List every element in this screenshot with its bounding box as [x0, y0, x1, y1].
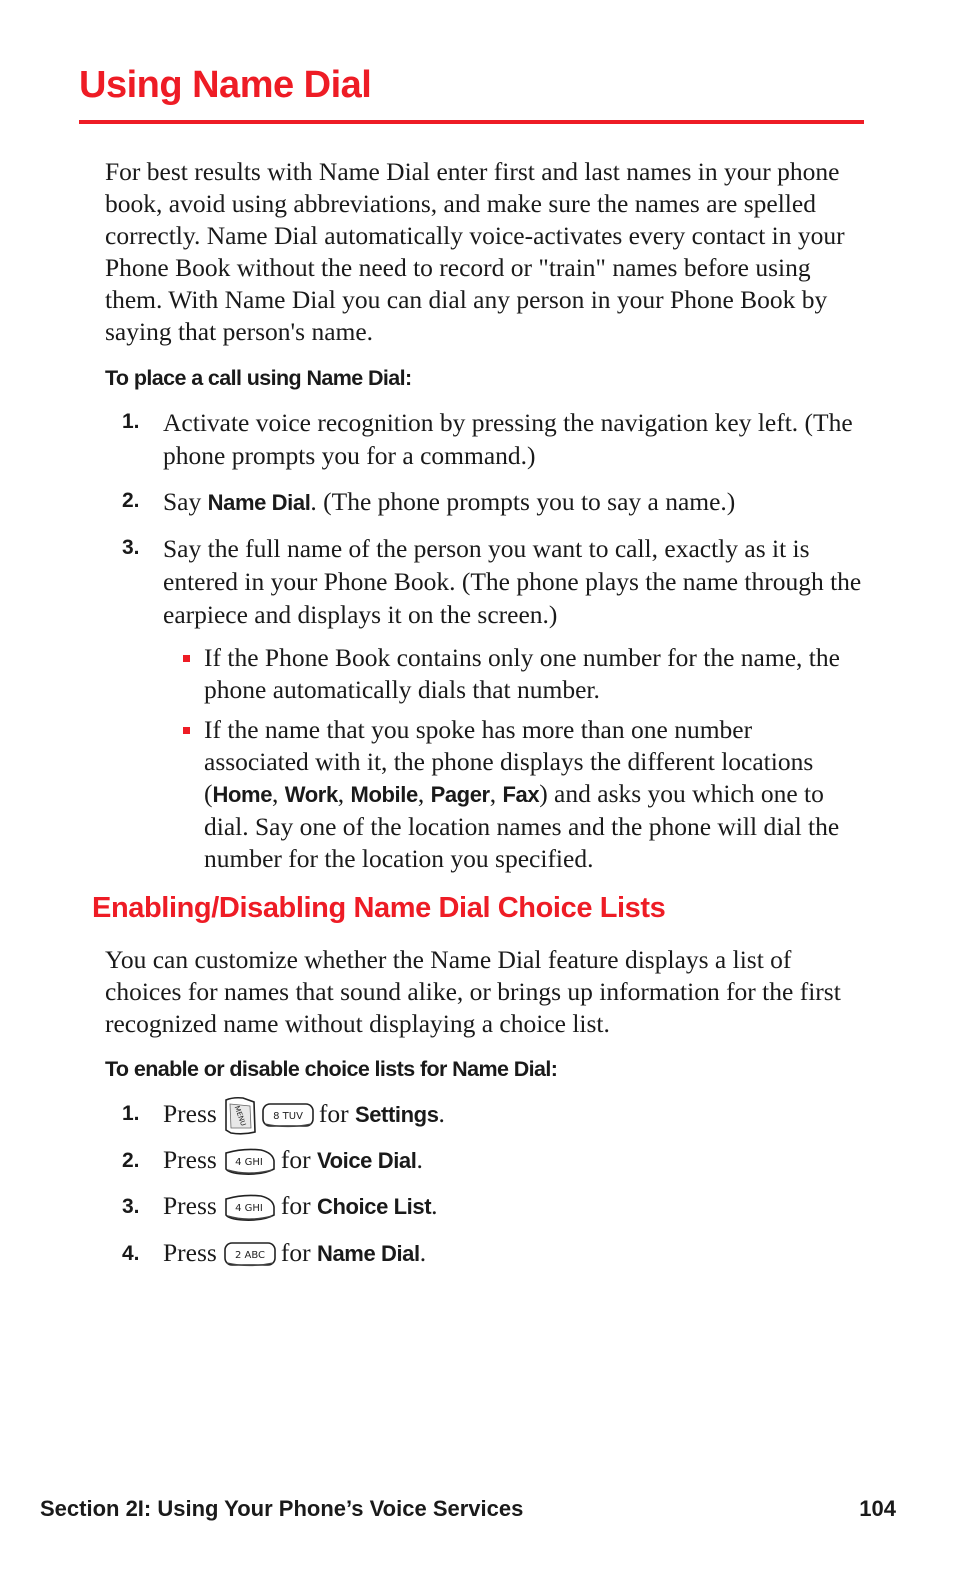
intro-paragraph: For best results with Name Dial enter first and last names in your phone book, avoid using abbreviations, and make sure the names are spelled correctly. Name Dial automatically voice-activates every contact in your Phone Book without the need to record or "train" names before using them. With Name Dial you can dial any person in your Phone Book by saying that person's name. — [105, 157, 845, 346]
step-text: Activate voice recognition by pressing the navigation key left. (The phone prompts you for a command.) — [163, 408, 853, 470]
bullet-text-post: ) and asks you which one to dial. Say one of the location names and the phone will dial the number for the location you specified. — [204, 779, 840, 873]
step-text-post: . (The phone prompts you to say a name.) — [310, 487, 736, 516]
step-number: 2. — [122, 1149, 140, 1172]
location-fax: Fax — [502, 782, 540, 807]
menu-key-icon — [223, 1096, 257, 1136]
menu-key-label: MENU — [232, 1104, 248, 1128]
step-number: 3. — [122, 1195, 140, 1218]
location-work: Work — [284, 782, 338, 807]
separator: , — [489, 779, 503, 808]
bullet-text-pre: If the name that you spoke has more than one number associated with it, the phone displays the different locations ( — [204, 715, 814, 808]
press-label: Press — [163, 1098, 217, 1128]
key-label: 2 ABC — [234, 1250, 265, 1262]
ui-term-choice-list: Choice List — [316, 1194, 432, 1219]
choice-step-1 — [122, 1096, 862, 1136]
step-text: Say the full name of the person you want to call, exactly as it is entered in your Phone Book. (The phone plays the name through the earpiece and displays it on the screen.) — [163, 534, 862, 629]
key-label: 4 GHI — [234, 1157, 263, 1169]
location-pager: Pager — [430, 782, 490, 807]
separator: , — [337, 779, 351, 808]
place-call-step-1 — [122, 406, 862, 472]
step-text-pre: Say — [163, 487, 208, 516]
key-label: 4 GHI — [234, 1203, 263, 1215]
step-text — [163, 1096, 862, 1136]
bullet-text — [204, 714, 863, 875]
step-number: 2. — [122, 489, 140, 512]
page-title: Using Name Dial — [79, 64, 372, 106]
section2-intro: You can customize whether the Name Dial feature displays a list of choices for names that sound alike, or brings up information for the first recognized name without displaying a choice list. — [105, 945, 841, 1038]
step-text — [163, 1189, 862, 1223]
place-call-lead: To place a call using Name Dial: — [105, 366, 412, 390]
footer-section-label: Section 2I: Using Your Phone’s Voice Services — [40, 1496, 524, 1521]
ui-term-name-dial: Name Dial — [207, 490, 311, 515]
period: . — [438, 1098, 445, 1128]
key-label: 8 TUV — [272, 1111, 303, 1122]
period: . — [416, 1145, 423, 1174]
separator: , — [417, 779, 431, 808]
choice-step-4 — [122, 1236, 862, 1270]
for-label: for — [318, 1098, 349, 1128]
choice-step-3 — [122, 1189, 862, 1223]
section2-lead: To enable or disable choice lists for Name Dial: — [105, 1057, 558, 1081]
press-label: Press — [163, 1145, 217, 1174]
key-2-abc-icon — [223, 1241, 277, 1269]
press-label: Press — [163, 1191, 217, 1220]
step-text — [163, 1236, 862, 1270]
bullet-item — [183, 714, 863, 875]
ui-term-voice-dial: Voice Dial — [316, 1148, 417, 1173]
section-subtitle: Enabling/Disabling Name Dial Choice Lists — [92, 892, 666, 924]
place-call-step-3 — [122, 532, 862, 631]
bullet-item — [183, 642, 863, 706]
ui-term-name-dial: Name Dial — [316, 1241, 420, 1266]
key-8-tuv-icon — [261, 1102, 315, 1130]
period: . — [431, 1191, 438, 1220]
footer-page-number: 104 — [859, 1496, 896, 1521]
press-label: Press — [163, 1238, 217, 1267]
separator: , — [272, 779, 285, 808]
choice-step-2 — [122, 1143, 862, 1177]
step-number: 3. — [122, 536, 140, 559]
bullet-square-icon — [183, 655, 190, 662]
step-text — [163, 485, 862, 519]
period: . — [419, 1238, 427, 1267]
location-mobile: Mobile — [350, 782, 418, 807]
step-text — [163, 1143, 862, 1177]
for-label: for — [280, 1238, 311, 1267]
for-label: for — [280, 1191, 311, 1220]
step-number: 4. — [122, 1242, 140, 1265]
ui-term-settings: Settings — [354, 1101, 439, 1127]
bullet-text: If the Phone Book contains only one number for the name, the phone automatically dials that number. — [204, 643, 840, 704]
step-number: 1. — [122, 1102, 140, 1125]
key-4-ghi-icon — [223, 1193, 277, 1223]
title-rule — [79, 120, 864, 124]
location-home: Home — [212, 782, 273, 807]
for-label: for — [280, 1145, 311, 1174]
key-4-ghi-icon — [223, 1147, 277, 1177]
place-call-step-2 — [122, 485, 862, 519]
bullet-square-icon — [183, 727, 190, 734]
step-number: 1. — [122, 410, 140, 433]
